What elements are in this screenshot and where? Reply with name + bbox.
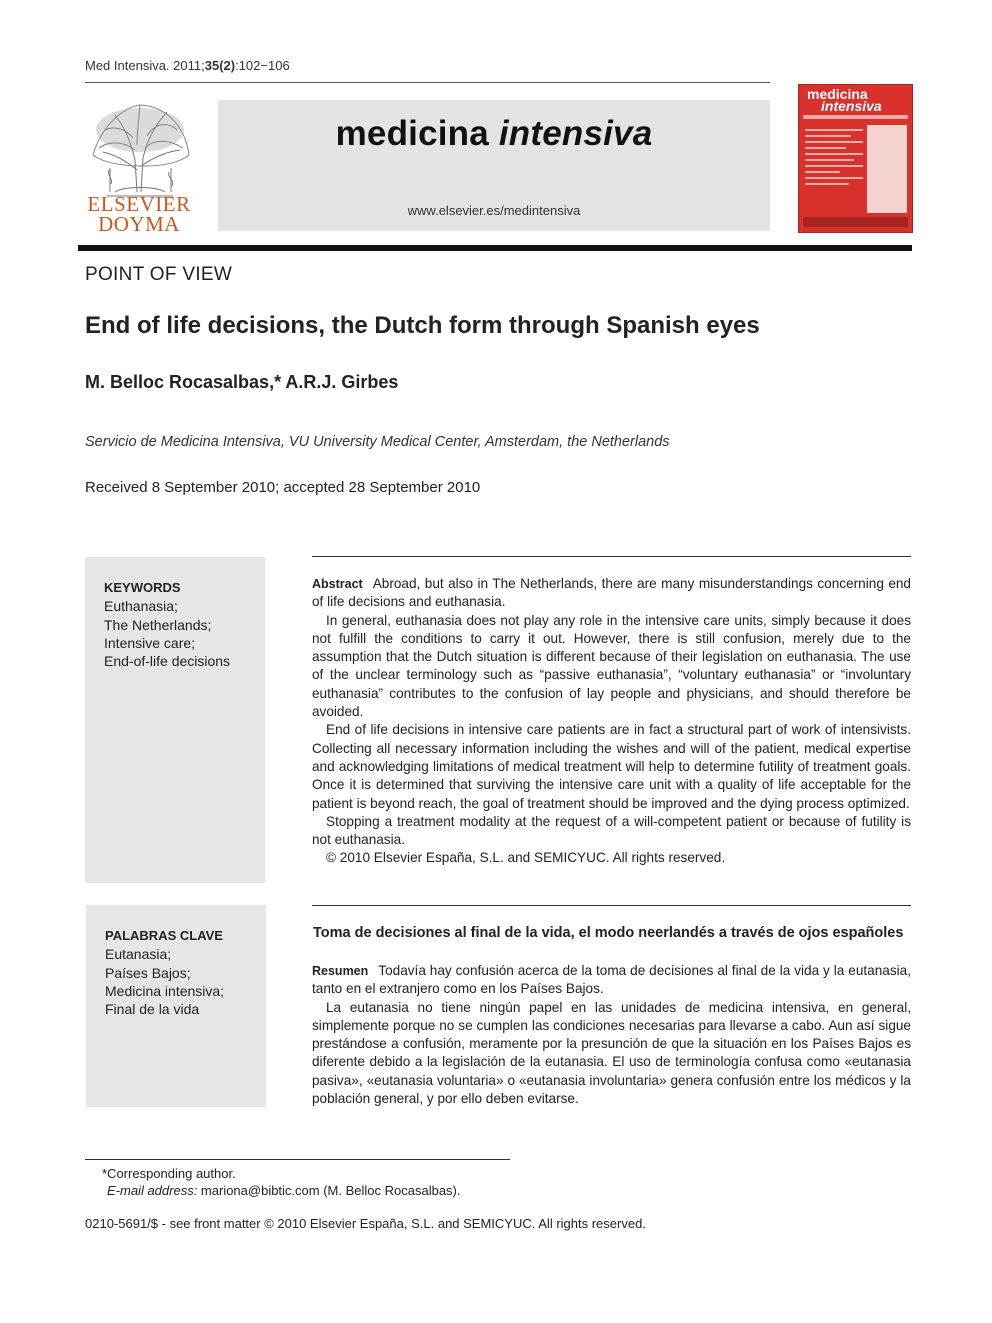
abstract bbox=[312, 575, 911, 868]
resumen-paragraph bbox=[312, 962, 911, 999]
footnote-rule bbox=[85, 1159, 510, 1160]
received-dates: Received 8 September 2010; accepted 28 September 2010 bbox=[85, 479, 481, 496]
resumen-paragraph: La eutanasia no tiene ningún papel en las unidades de medicina intensiva, en general, simplemente porque no se cumplen las condiciones necesarias para llevarse a cabo. Aun así sigue prestándose a confusión, meramente por la presunción de que la situación en los Países Bajos es diferente debido a la legislación de la eutanasia. El uso de terminología confusa como «eutanasia pasiva», «eutanasia voluntaria» o «eutanasia involuntaria» genera confusión entre los médicos y la población general, y por ello deben evitarse. bbox=[312, 999, 911, 1107]
citation-line bbox=[85, 58, 290, 73]
author-affiliation: Servicio de Medicina Intensiva, VU University Medical Center, Amsterdam, the Netherlands bbox=[85, 434, 670, 450]
cover-title-line2: intensiva bbox=[821, 98, 882, 114]
abstract-paragraph: End of life decisions in intensive care patients are in fact a structural part of work of intensivists. Collecting all necessary information including the wishes and will of the patient, medical expertise and acknowledging limitations of medical treatment will help to determine futility of treatment goals. Once it is determined that surviving the intensive care unit with a quality of life acceptable for the patient is beyond reach, the goal of treatment should be improved and the dying process optimized. bbox=[312, 722, 911, 811]
abstract-copyright: © 2010 Elsevier España, S.L. and SEMICYUC. All rights reserved. bbox=[326, 850, 726, 866]
journal-name-italic: intensiva bbox=[498, 114, 653, 153]
issn-line: 0210-5691/$ - see front matter © 2010 Elsevier España, S.L. and SEMICYUC. All rights reserved. bbox=[85, 1216, 646, 1231]
palabra-clave-item: Final de la vida bbox=[105, 1001, 200, 1018]
abstract-paragraph: In general, euthanasia does not play any role in the intensive care units, simply because it does not fulfill the conditions to carry it out. However, there is still confusion, merely due to the assumption that the Dutch situation is different because of their legislation on euthanasia. The use of the unclear terminology such as “passive euthanasia”, “voluntary euthanasia” or “involuntary euthanasia” contributes to the confusion of lay people and physicians, and should therefore be avoided. bbox=[312, 612, 911, 720]
keyword-item: Intensive care; bbox=[104, 634, 196, 651]
citation-pages: :102−106 bbox=[235, 58, 290, 73]
spanish-title: Toma de decisiones al final de la vida, el modo neerlandés a través de ojos españoles bbox=[313, 925, 904, 941]
elsevier-doyma-logo bbox=[85, 100, 193, 235]
journal-name bbox=[218, 114, 770, 154]
article-title: End of life decisions, the Dutch form through Spanish eyes bbox=[85, 312, 760, 339]
abstract-paragraph: Stopping a treatment modality at the request of a will-competent patient or because of futility is not euthanasia. bbox=[312, 813, 911, 848]
abstract-text: Abroad, but also in The Netherlands, there are many misunderstandings concerning end of life decisions and euthanasia. bbox=[312, 576, 911, 610]
header-rule bbox=[85, 82, 770, 83]
article-section: POINT OF VIEW bbox=[85, 264, 233, 285]
palabra-clave-item: Medicina intensiva; bbox=[105, 982, 225, 999]
abstract-paragraph bbox=[312, 575, 911, 612]
journal-url[interactable]: www.elsevier.es/medintensiva bbox=[407, 203, 581, 218]
keyword-item: The Netherlands; bbox=[104, 616, 212, 633]
email-note bbox=[107, 1183, 461, 1198]
cover-contents-left bbox=[805, 125, 863, 213]
resumen-rule bbox=[312, 905, 911, 906]
keyword-item: End-of-life decisions bbox=[104, 653, 231, 670]
resumen-label: Resumen bbox=[312, 964, 369, 978]
cover-footer bbox=[803, 217, 908, 227]
abstract-rule bbox=[312, 556, 911, 557]
masthead-rule bbox=[78, 245, 912, 251]
logo-text-elsevier: ELSEVIER bbox=[87, 192, 191, 216]
palabra-clave-item: Eutanasia; bbox=[105, 946, 172, 963]
palabra-clave-item: Países Bajos; bbox=[105, 964, 191, 981]
abstract-label: Abstract bbox=[312, 577, 363, 591]
resumen bbox=[312, 962, 911, 1108]
keyword-item: Euthanasia; bbox=[104, 598, 178, 615]
cover-title-line1: medicina bbox=[807, 86, 868, 102]
palabras-clave-heading: PALABRAS CLAVE bbox=[105, 928, 223, 943]
email-label: E-mail address: bbox=[107, 1183, 198, 1198]
article-authors: M. Belloc Rocasalbas,* A.R.J. Girbes bbox=[85, 372, 399, 392]
palabras-clave-box bbox=[86, 905, 266, 1107]
keywords-box bbox=[85, 557, 265, 883]
corresponding-author-note: *Corresponding author. bbox=[102, 1166, 236, 1181]
journal-name-regular: medicina bbox=[335, 114, 489, 153]
journal-banner bbox=[218, 100, 770, 231]
email-value[interactable]: mariona@bibtic.com (M. Belloc Rocasalbas). bbox=[197, 1183, 461, 1198]
cover-contents-right bbox=[867, 125, 907, 213]
citation-volume: 35(2) bbox=[204, 58, 236, 73]
logo-text-doyma: DOYMA bbox=[98, 212, 180, 236]
journal-cover-thumbnail bbox=[798, 84, 913, 233]
citation-prefix: Med Intensiva. 2011; bbox=[85, 58, 205, 73]
cover-band bbox=[803, 115, 908, 119]
keywords-heading: KEYWORDS bbox=[104, 580, 181, 595]
resumen-text: Todavía hay confusión acerca de la toma de decisiones al final de la vida y la eutanasia, tanto en el extranjero como en los Países Bajos. bbox=[312, 963, 911, 997]
